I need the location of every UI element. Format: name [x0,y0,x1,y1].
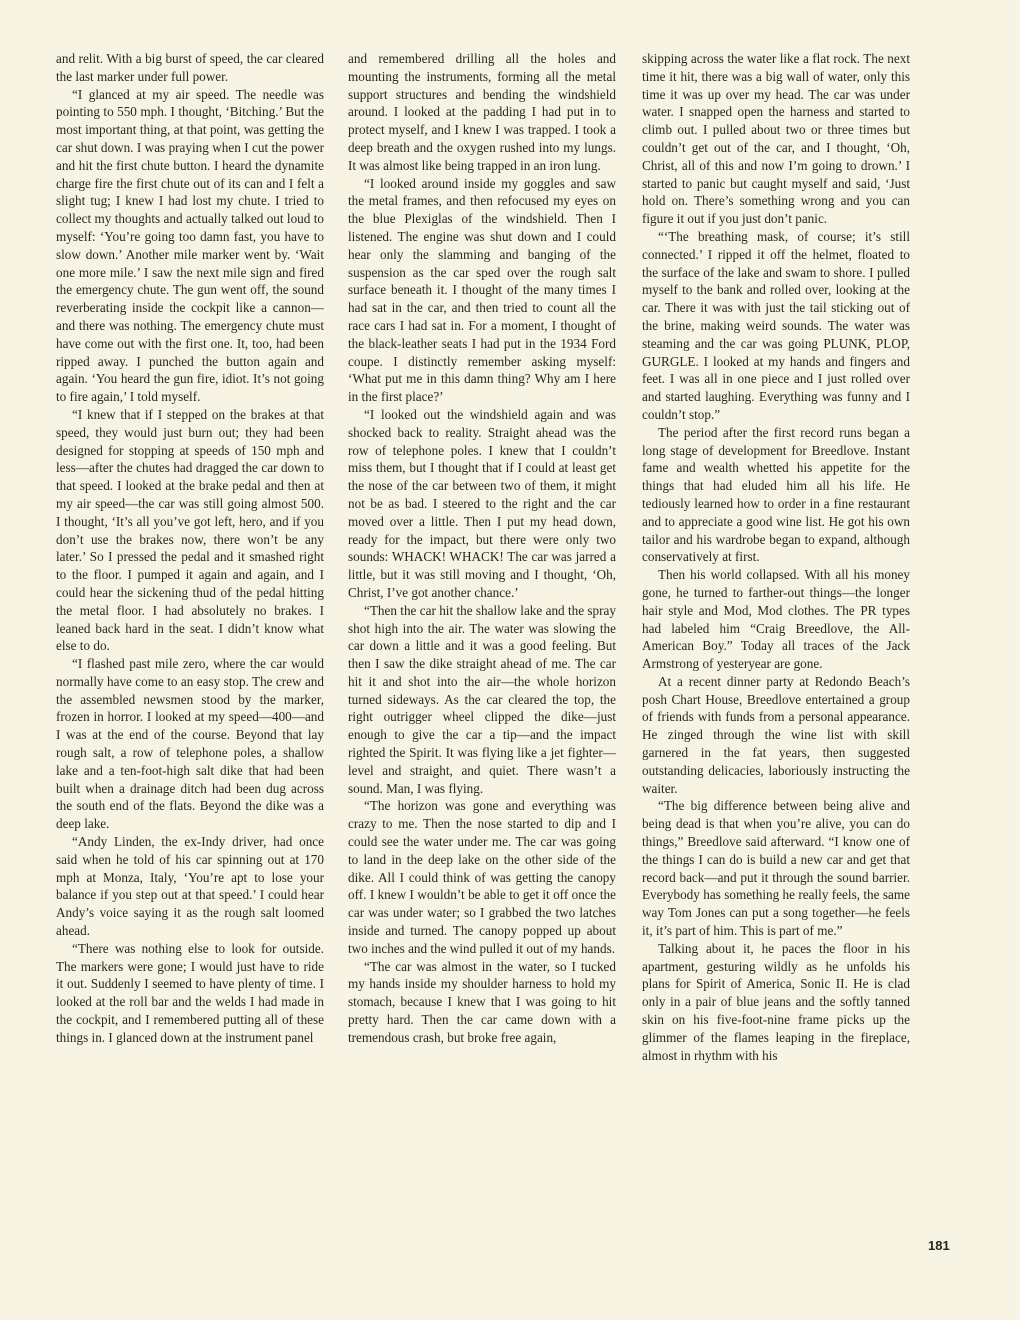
paragraph: “‘The breathing mask, of course; it’s still connected.’ I ripped it off the helmet, floated to the surface of the lake and swam to shore. I pulled myself to the bank and rolled over, looking at the car. There it was with just the tail sticking out of the brine, making weird sounds. The water was steaming and the car was going PLUNK, PLOP, GURGLE. I looked at my hands and fingers and feet. I was all in one piece and I just rolled over and started laughing. Everything was funny and I couldn’t stop.” [642,228,910,422]
paragraph: “I looked out the windshield again and was shocked back to reality. Straight ahead was the row of telephone poles. I knew that I couldn’t miss them, but I thought that if I could at least get the nose of the car between two of them, it might not be as bad. I steered to the right and the car moved over a little. Then I put my head down, ready for the impact, but there were only two sounds: WHACK! WHACK! The car was jarred a little, but it was still moving and I thought, ‘Oh, Christ, I’ve got another chance.’ [348,406,616,600]
text-column-3 [642,50,910,1260]
paragraph: The period after the first record runs began a long stage of development for Breedlove. Instant fame and wealth whetted his appetite for the things that had eluded him all his life. He tediously learned how to order in a fine restaurant and to appreciate a good wine list. He got his own tailor and his wardrobe began to expand, although conservatively at first. [642,424,910,565]
paragraph: Then his world collapsed. With all his money gone, he turned to farther-out things—the longer hair style and Mod, Mod clothes. The PR types had labeled him “Craig Breedlove, the All-American Boy.” Today all traces of the Jack Armstrong of yesteryear are gone. [642,567,910,672]
text-column-2 [348,50,616,1260]
paragraph: At a recent dinner party at Redondo Beach’s posh Chart House, Breedlove entertained a group of friends with funds from a personal appearance. He zinged through the wine list with skill garnered in the fat years, then suggested outstanding delicacies, laboriously instructing the waiter. [642,673,910,796]
paragraph: “The car was almost in the water, so I tucked my hands inside my shoulder harness to hold my stomach, because I knew that I was going to hit pretty hard. Then the car came down with a tremendous crash, but broke free again, [348,958,616,1045]
paragraph: and relit. With a big burst of speed, the car cleared the last marker under full power. [56,51,324,84]
paragraph: “The horizon was gone and everything was crazy to me. Then the nose started to dip and I could see the water under me. The car was going to land in the deep lake on the other side of the dike. All I could think of was getting the canopy off. I knew I wouldn’t be able to get it off once the car was under water; so I grabbed the two latches inside and turned. The canopy popped up about two inches and the wind pulled it out of my hands. [348,798,616,956]
paragraph: Talking about it, he paces the floor in his apartment, gesturing wildly as he unfolds his plans for Spirit of America, Sonic II. He is clad only in a pair of blue jeans and the softly tanned skin on his five-foot-nine frame picks up the glimmer of the flames leaping in the fireplace, almost in rhythm with his [642,940,910,1063]
paragraph: “I knew that if I stepped on the brakes at that speed, they would just burn out; they had been designed for stopping at speeds of 150 mph and less—after the chutes had dragged the car down to that speed. I looked at the brake pedal and then at my air speed—the car was still going almost 500. I thought, ‘It’s all you’ve got left, hero, and if you don’t use the brakes now, there won’t be any later.’ So I pressed the pedal and it smashed right to the floor. I pumped it again and again, and I could hear the sickening thud of the pedal hitting the metal floor. I had absolutely no brakes. I leaned back hard in the seat. I didn’t know what else to do. [56,406,324,654]
paragraph: “Then the car hit the shallow lake and the spray shot high into the air. The water was slowing the car down a little and it was a good feeling. But then I saw the dike straight ahead of me. The car hit it and shot into the air—the whole horizon turned sideways. As the car cleared the top, the right outrigger wheel clipped the dike—just enough to give the car a tip—and the impact righted the Spirit. It was flying like a jet fighter—level and straight, and quiet. There wasn’t a sound. Man, I was flying. [348,602,616,796]
paragraph: “Andy Linden, the ex-Indy driver, had once said when he told of his car spinning out at 170 mph at Monza, Italy, ‘You’re apt to lose your balance if you step out at that speed.’ I could hear Andy’s voice saying it as the rough salt loomed ahead. [56,834,324,939]
paragraph: and remembered drilling all the holes and mounting the instruments, forming all the metal support structures and bending the windshield around. I looked at the padding I had put in to protect myself, and I knew I was trapped. I took a deep breath and the oxygen rushed into my lungs. It was almost like being trapped in an iron lung. [348,51,616,173]
paragraph: “I glanced at my air speed. The needle was pointing to 550 mph. I thought, ‘Bitching.’ But the most important thing, at that point, was getting the car shut down. I was praying when I cut the power and hit the first chute button. I heard the dynamite charge fire the first chute out of its can and I felt a slight tug; I knew I had lost my chute. I tried to collect my thoughts and actually talked out loud to myself: ‘You’re going too damn fast, you have to slow down.’ Another mile marker went by. ‘Wait one more mile.’ I saw the next mile sign and fired the emergency chute. The gun went off, the sound reverberating inside the cockpit like a cannon—and there was nothing. The emergency chute must have come out with the first one. It, too, had been ripped away. I punched the button again and again. ‘You heard the gun fire, idiot. It’s not going to fire again,’ I told myself. [56,86,324,405]
page-number: 181 [928,1238,950,1253]
paragraph: “I flashed past mile zero, where the car would normally have come to an easy stop. The crew and the assembled newsmen stood by the marker, frozen in horror. I looked at my speed—400—and I was at the end of the course. Beyond that lay rough salt, a row of telephone poles, a shallow lake and a ten-foot-high salt dike that had been built when a drainage ditch had been dug across the south end of the flats. Beyond the dike was a deep lake. [56,656,324,832]
paragraph: skipping across the water like a flat rock. The next time it hit, there was a big wall of water, only this time it was up over my head. The car was under water. I snapped open the harness and started to climb out. I pulled about two or three times but couldn’t get out of the car, and I thought, ‘Oh, Christ, all of this and now I’m going to drown.’ I started to panic but caught myself and said, ‘Just hold on. There’s something wrong and you can figure it out if you just don’t panic. [642,51,910,227]
paragraph: “There was nothing else to look for outside. The markers were gone; I would just have to ride it out. Suddenly I seemed to have plenty of time. I looked at the roll bar and the welds I had made in the cockpit, and I remembered putting all of these things in. I glanced down at the instrument panel [56,940,324,1045]
paragraph: “I looked around inside my goggles and saw the metal frames, and then refocused my eyes on the blue Plexiglas of the windshield. Then I listened. The engine was shut down and I could hear only the slamming and banging of the suspension as the car sped over the rough salt surface beneath it. I thought of the many times I had sat in the car, and then tried to count all the race cars I had sat in. For a moment, I thought of the black-leather seats I had put in the 1934 Ford coupe. I distinctly remember asking myself: ‘What put me in this damn thing? Why am I here in the first place?’ [348,175,616,405]
text-column-1 [56,50,324,1260]
paragraph: “The big difference between being alive and being dead is that when you’re alive, you can do things,” Breedlove said afterward. “I know one of the things I can do is build a new car and get that record back—and put it through the sound barrier. Everybody has something he really feels, the same way Tom Jones can put a song together—he feels it, it’s part of him. This is part of me.” [642,798,910,939]
